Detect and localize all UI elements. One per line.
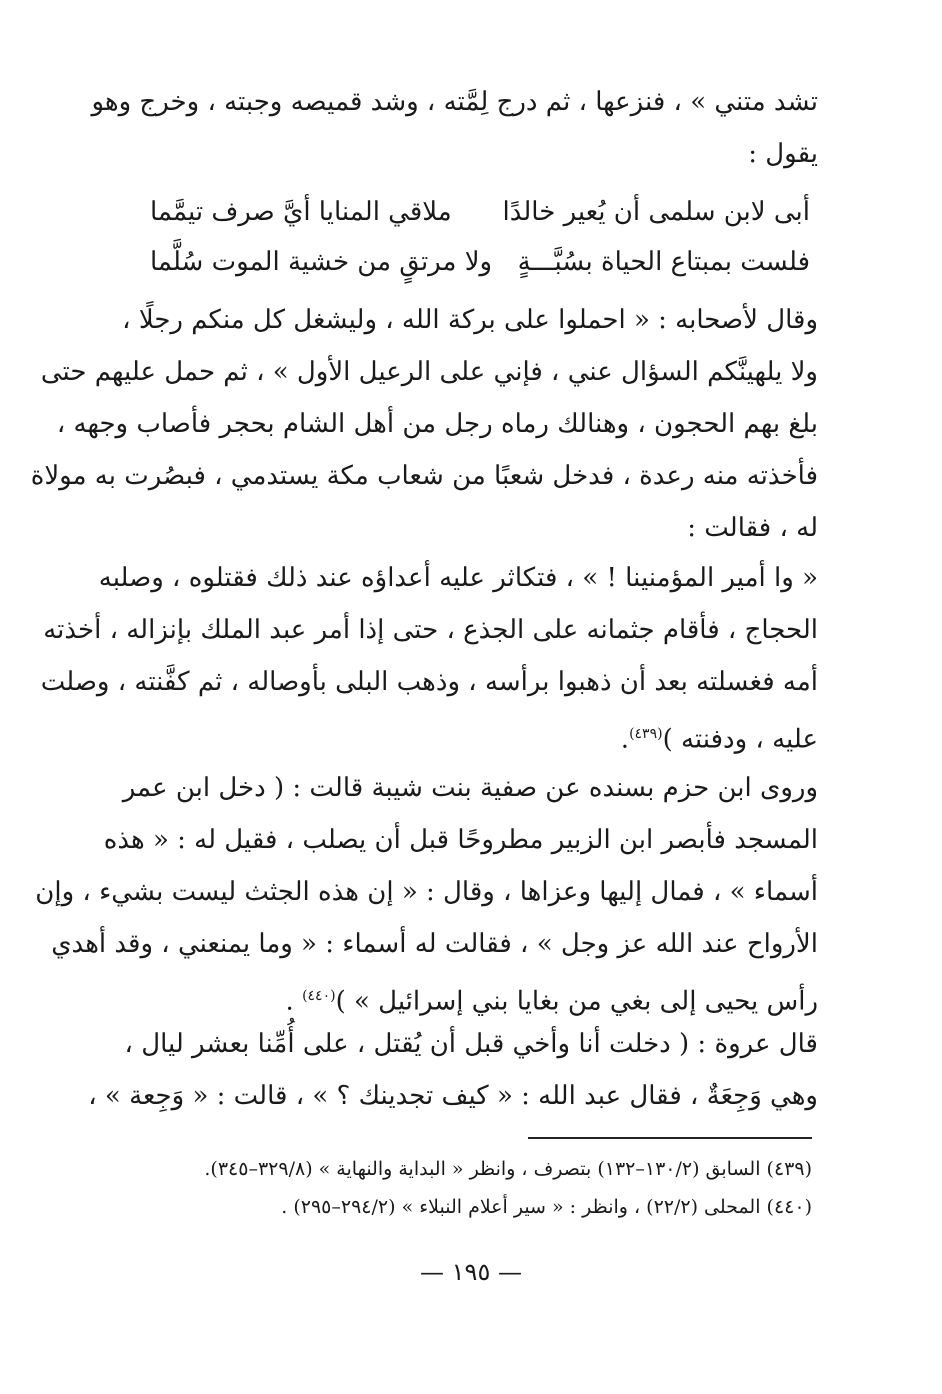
paragraph-3 xyxy=(35,762,818,1022)
sentence-end: . xyxy=(285,986,294,1017)
poem-verse xyxy=(150,188,810,236)
text-line: المسجد فأبصر ابن الزبير مطروحًا قبل أن يصلب ، فقيل له : « هذه xyxy=(103,825,818,855)
text-line: له ، فقالت : xyxy=(687,513,818,543)
sentence-end: . xyxy=(620,724,630,755)
verse-first-hemistich: أبى لابن سلمى أن يُعير خالدًا xyxy=(502,197,810,227)
text-line: تشد متني » ، فنزعها ، ثم درج لِمَّته ، وشد قميصه وجبته ، وخرج وهو xyxy=(91,87,818,117)
line-text: رأس يحيى إلى بغي من بغايا بني إسرائيل » ) xyxy=(335,986,818,1017)
intro-paragraph xyxy=(91,76,818,180)
text-line: يقول : xyxy=(748,139,818,169)
text-line xyxy=(128,970,818,1022)
paragraph-1 xyxy=(30,294,818,554)
text-line: أسماء » ، فمال إليها وعزاها ، وقال : « إن هذه الجثث ليست بشيء ، وإن xyxy=(35,877,818,907)
poem-verse xyxy=(150,238,810,286)
footnote: (٤٤٠) المحلى (٢٢/٢) ، وانظر : « سير أعلام النبلاء » (٢٩٤/٢–٢٩٥) . xyxy=(281,1196,812,1218)
text-line: فأخذته منه رعدة ، فدخل شعبًا من شعاب مكة يستدمي ، فبصُرت به مولاة xyxy=(30,461,818,491)
text-line: وهي وَجِعَةٌ ، فقال عبد الله : « كيف تجدينك ؟ » ، قالت : « وَجِعة » ، xyxy=(88,1081,818,1111)
text-line: وروى ابن حزم بسنده عن صفية بنت شيبة قالت : ( دخل ابن عمر xyxy=(122,773,818,803)
text-line: « وا أمير المؤمنينا ! » ، فتكاثر عليه أعداؤه عند ذلك فقتلوه ، وصلبه xyxy=(98,563,818,593)
text-line: ولا يلهينَّكم السؤال عني ، فإني على الرعيل الأول » ، ثم حمل عليهم حتى xyxy=(40,357,818,387)
footnote-ref: (٤٤٠) xyxy=(302,988,336,1004)
paragraph-2 xyxy=(40,552,818,760)
footnote-separator xyxy=(528,1137,812,1139)
text-line: بلغ بهم الحجون ، وهنالك رماه رجل من أهل الشام بحجر فأصاب وجهه ، xyxy=(56,409,818,439)
text-line xyxy=(128,708,818,760)
verse-second-hemistich: ولا مرتقٍ من خشية الموت سُلَّما xyxy=(150,247,493,277)
verse-second-hemistich: ملاقي المنايا أيَّ صرف تيمَّما xyxy=(150,197,452,227)
text-line: أمه فغسلته بعد أن ذهبوا برأسه ، وذهب البلى بأوصاله ، ثم كفَّنته ، وصلت xyxy=(40,667,818,697)
line-text: عليه ، ودفنته ) xyxy=(662,724,818,755)
text-line: الحجاج ، فأقام جثمانه على الجذع ، حتى إذا أمر عبد الملك بإنزاله ، أخذته xyxy=(43,615,818,645)
footnote: (٤٣٩) السابق (١٣٠/٢–١٣٢) بتصرف ، وانظر « البداية والنهاية » (٣٢٩/٨–٣٤٥). xyxy=(204,1158,812,1180)
paragraph-4 xyxy=(88,1018,818,1122)
page-number: — ١٩٥ — xyxy=(420,1258,522,1286)
text-line: الأرواح عند الله عز وجل » ، فقالت له أسماء : « وما يمنعني ، وقد أهدي xyxy=(51,929,818,959)
text-line: وقال لأصحابه : « احملوا على بركة الله ، وليشغل كل منكم رجلًا ، xyxy=(122,305,818,335)
footnote-ref: (٤٣٩) xyxy=(629,726,663,742)
text-line: قال عروة : ( دخلت أنا وأخي قبل أن يُقتل ، على أُمِّنا بعشر ليال ، xyxy=(124,1029,818,1059)
verse-first-hemistich: فلست بمبتاع الحياة بسُبَّـــةٍ xyxy=(517,247,810,277)
